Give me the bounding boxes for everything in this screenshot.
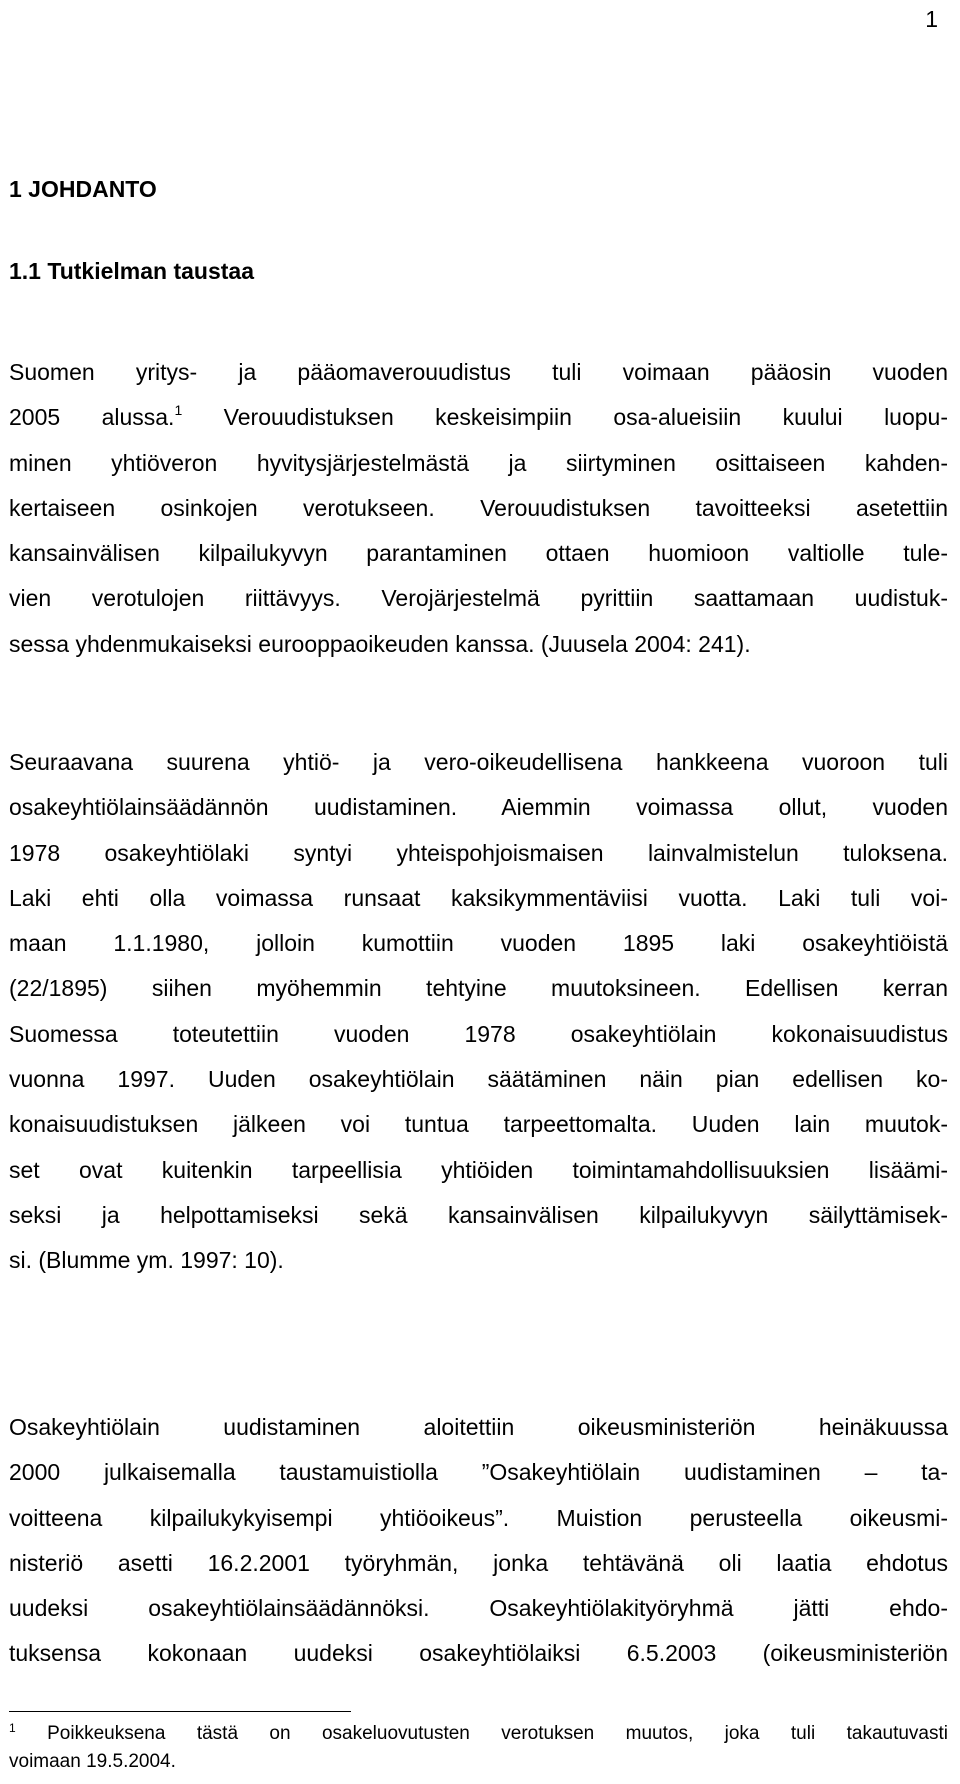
footnote-line: $^1$ Poikkeuksena tästä on osakeluovutusten verotuksen muutos, joka tuli takautuvasti: [9, 1721, 948, 1744]
paragraph-line: uudeksi osakeyhtiölainsäädännöksi. Osakeyhtiölakityöryhmä jätti ehdo-: [9, 1595, 948, 1622]
paragraph-line: 2000 julkaisemalla taustamuistiolla ”Osakeyhtiölain uudistaminen – ta-: [9, 1459, 948, 1486]
paragraph-2: [9, 740, 948, 1284]
paragraph-line: osakeyhtiölainsäädännön uudistaminen. Aiemmin voimassa ollut, vuoden: [9, 794, 948, 821]
paragraph-line: maan 1.1.1980, jolloin kumottiin vuoden 1895 laki osakeyhtiöistä: [9, 930, 948, 957]
paragraph-line: voitteena kilpailukykyisempi yhtiöoikeus”. Muistion perusteella oikeusmi-: [9, 1504, 948, 1531]
paragraph-line: set ovat kuitenkin tarpeellisia yhtiöiden toimintamahdollisuuksien lisäämi-: [9, 1156, 948, 1183]
paragraph-line: 1978 osakeyhtiölaki syntyi yhteispohjoismaisen lainvalmistelun tuloksena.: [9, 839, 948, 866]
paragraph-line: Suomessa toteutettiin vuoden 1978 osakeyhtiölain kokonaisuudistus: [9, 1020, 948, 1047]
footnote-marker: 1: [9, 1721, 16, 1735]
footnote-separator: [9, 1711, 351, 1712]
paragraph-line: konaisuudistuksen jälkeen voi tuntua tarpeettomalta. Uuden lain muutok-: [9, 1111, 948, 1138]
paragraph-3: [9, 1405, 948, 1677]
paragraph-line: minen yhtiöveron hyvitysjärjestelmästä ja siirtyminen osittaiseen kahden-: [9, 449, 948, 476]
footnote: [9, 1720, 948, 1776]
paragraph-line: kertaiseen osinkojen verotukseen. Verouudistuksen tavoitteeksi asetettiin: [9, 494, 948, 521]
paragraph-line: si. (Blumme ym. 1997: 10).: [9, 1247, 284, 1274]
paragraph-line: Osakeyhtiölain uudistaminen aloitettiin oikeusministeriön heinäkuussa: [9, 1414, 948, 1440]
paragraph-line: tuksensa kokonaan uudeksi osakeyhtiölaiksi 6.5.2003 (oikeusministeriön: [9, 1640, 948, 1667]
paragraph-1: [9, 350, 948, 667]
paragraph-line: (22/1895) siihen myöhemmin tehtyine muutoksineen. Edellisen kerran: [9, 975, 948, 1002]
section-heading: 1.1 Tutkielman taustaa: [9, 258, 254, 284]
page-number: 1: [925, 6, 938, 32]
chapter-heading: 1 JOHDANTO: [9, 176, 157, 202]
footnote-reference: 1: [174, 402, 183, 419]
paragraph-line: seksi ja helpottamiseksi sekä kansainvälisen kilpailukyvyn säilyttämisek-: [9, 1201, 948, 1228]
paragraph-line: Suomen yritys- ja pääomaverouudistus tuli voimaan pääosin vuoden: [9, 359, 948, 385]
paragraph-line: vien verotulojen riittävyys. Verojärjestelmä pyrittiin saattamaan uudistuk-: [9, 585, 948, 612]
paragraph-line-with-footnote: 2005 alussa.$^1$ Verouudistuksen keskeisimpiin osa-alueisiin kuului luopu-: [9, 402, 949, 431]
paragraph-line: vuonna 1997. Uuden osakeyhtiölain säätäminen näin pian edellisen ko-: [9, 1066, 948, 1093]
footnote-line: voimaan 19.5.2004.: [9, 1751, 176, 1772]
paragraph-line: nisteriö asetti 16.2.2001 työryhmän, jonka tehtävänä oli laatia ehdotus: [9, 1549, 948, 1576]
paragraph-line: Seuraavana suurena yhtiö- ja vero-oikeudellisena hankkeena vuoroon tuli: [9, 749, 948, 775]
paragraph-line: sessa yhdenmukaiseksi eurooppaoikeuden kanssa. (Juusela 2004: 241).: [9, 630, 751, 657]
paragraph-line: Laki ehti olla voimassa runsaat kaksikymmentäviisi vuotta. Laki tuli voi-: [9, 884, 948, 911]
paragraph-line: kansainvälisen kilpailukyvyn parantaminen ottaen huomioon valtiolle tule-: [9, 540, 948, 567]
